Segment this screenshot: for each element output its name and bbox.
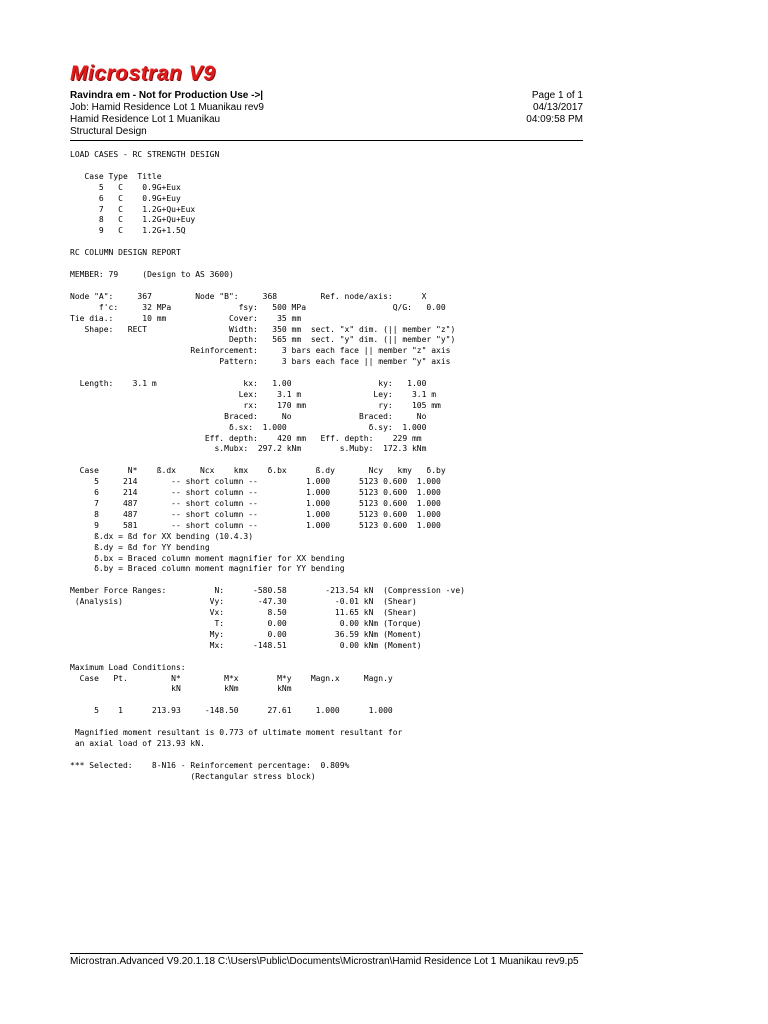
report-line: Vx: 8.50 11.65 kN (Shear) bbox=[70, 608, 417, 618]
report-line: *** Selected: 8-N16 - Reinforcement percentage: 0.809% bbox=[70, 760, 350, 770]
project-line: Hamid Residence Lot 1 Muanikau bbox=[70, 114, 221, 125]
report-line: My: 0.00 36.59 kNm (Moment) bbox=[70, 629, 422, 639]
report-line: Eff. depth: 420 mm Eff. depth: 229 mm bbox=[70, 433, 422, 443]
report-date: 04/13/2017 bbox=[532, 102, 583, 113]
report-line: Tie dia.: 10 mm Cover: 35 mm bbox=[70, 313, 302, 323]
report-line: Node "A": 367 Node "B": 368 Ref. node/axis: X bbox=[70, 291, 427, 301]
report-line: 6 214 -- short column -- 1.000 5123 0.600 1.000 bbox=[70, 488, 441, 498]
report-line: ß.dx = ßd for XX bending (10.4.3) bbox=[70, 531, 254, 541]
report-line: (Analysis) Vy: -47.30 -0.01 kN (Shear) bbox=[70, 597, 417, 607]
report-line: 9 C 1.2G+1.5Q bbox=[70, 226, 186, 236]
report-line: Maximum Load Conditions: bbox=[70, 662, 186, 672]
report-line: 8 487 -- short column -- 1.000 5123 0.600 1.000 bbox=[70, 509, 441, 519]
report-line: RC COLUMN DESIGN REPORT bbox=[70, 248, 181, 258]
report-line: Case Pt. N* M*x M*y Magn.x Magn.y bbox=[70, 673, 393, 683]
report-line: Depth: 565 mm sect. "y" dim. (|| member "y") bbox=[70, 335, 456, 345]
report-line: Case Type Title bbox=[70, 171, 162, 181]
report-line: 8 C 1.2G+Qu+Euy bbox=[70, 215, 196, 225]
report-line: 5 214 -- short column -- 1.000 5123 0.600 1.000 bbox=[70, 477, 441, 487]
report-line: rx: 170 mm ry: 105 mm bbox=[70, 400, 441, 410]
report-line: δ.by = Braced column moment magnifier for YY bending bbox=[70, 564, 345, 574]
report-line: an axial load of 213.93 kN. bbox=[70, 738, 205, 748]
user-line: Ravindra em - Not for Production Use ->| bbox=[70, 90, 264, 101]
report-line: Lex: 3.1 m Ley: 3.1 m bbox=[70, 389, 437, 399]
report-line: LOAD CASES - RC STRENGTH DESIGN bbox=[70, 150, 220, 159]
report-line: s.Mubx: 297.2 kNm s.Muby: 172.3 kNm bbox=[70, 444, 427, 454]
report-line: Braced: No Braced: No bbox=[70, 411, 427, 421]
report-body bbox=[70, 150, 465, 783]
report-line: 7 C 1.2G+Qu+Eux bbox=[70, 204, 196, 214]
report-line: 7 487 -- short column -- 1.000 5123 0.600 1.000 bbox=[70, 499, 441, 508]
footer-rule bbox=[70, 953, 583, 954]
report-line: Pattern: 3 bars each face || member "y" axis bbox=[70, 357, 451, 367]
header-rule bbox=[70, 140, 583, 141]
report-line: 6 C 0.9G+Euy bbox=[70, 193, 181, 203]
report-line: Case N* ß.dx Ncx kmx δ.bx ß.dy Ncy kmy δ.by bbox=[70, 466, 446, 476]
report-line: Member Force Ranges: N: -580.58 -213.54 kN (Compression -ve) bbox=[70, 586, 465, 596]
report-line: (Rectangular stress block) bbox=[70, 771, 316, 781]
report-line: Reinforcement: 3 bars each face || member "z" axis bbox=[70, 346, 451, 356]
report-line: kN kNm kNm bbox=[70, 684, 292, 694]
report-line: Magnified moment resultant is 0.773 of ultimate moment resultant for bbox=[70, 728, 403, 738]
report-time: 04:09:58 PM bbox=[526, 114, 583, 125]
report-line: 5 C 0.9G+Eux bbox=[70, 182, 181, 192]
report-line: Shape: RECT Width: 350 mm sect. "x" dim. (|| member "z") bbox=[70, 324, 456, 334]
report-line: ß.dy = ßd for YY bending bbox=[70, 542, 210, 552]
report-line: Mx: -148.51 0.00 kNm (Moment) bbox=[70, 640, 422, 650]
job-line: Job: Hamid Residence Lot 1 Muanikau rev9 bbox=[70, 102, 264, 113]
report-line: δ.bx = Braced column moment magnifier for XX bending bbox=[70, 553, 345, 563]
footer-path: Microstran.Advanced V9.20.1.18 C:\Users\Public\Documents\Microstran\Hamid Residence Lot 1 Muanikau rev9.p5 bbox=[70, 956, 579, 967]
report-line: Length: 3.1 m kx: 1.00 ky: 1.00 bbox=[70, 379, 427, 389]
report-line: 9 581 -- short column -- 1.000 5123 0.600 1.000 bbox=[70, 520, 441, 530]
app-logo: Microstran V9 bbox=[70, 62, 216, 85]
report-line: T: 0.00 0.00 kNm (Torque) bbox=[70, 618, 422, 628]
report-line: 5 1 213.93 -148.50 27.61 1.000 1.000 bbox=[70, 706, 393, 716]
report-line: δ.sx: 1.000 δ.sy: 1.000 bbox=[70, 422, 427, 432]
design-line: Structural Design bbox=[70, 126, 147, 137]
report-line: MEMBER: 79 (Design to AS 3600) bbox=[70, 269, 234, 279]
page-number: Page 1 of 1 bbox=[531, 90, 583, 101]
report-line: f'c: 32 MPa fsy: 500 MPa Q/G: 0.00 bbox=[70, 302, 446, 312]
